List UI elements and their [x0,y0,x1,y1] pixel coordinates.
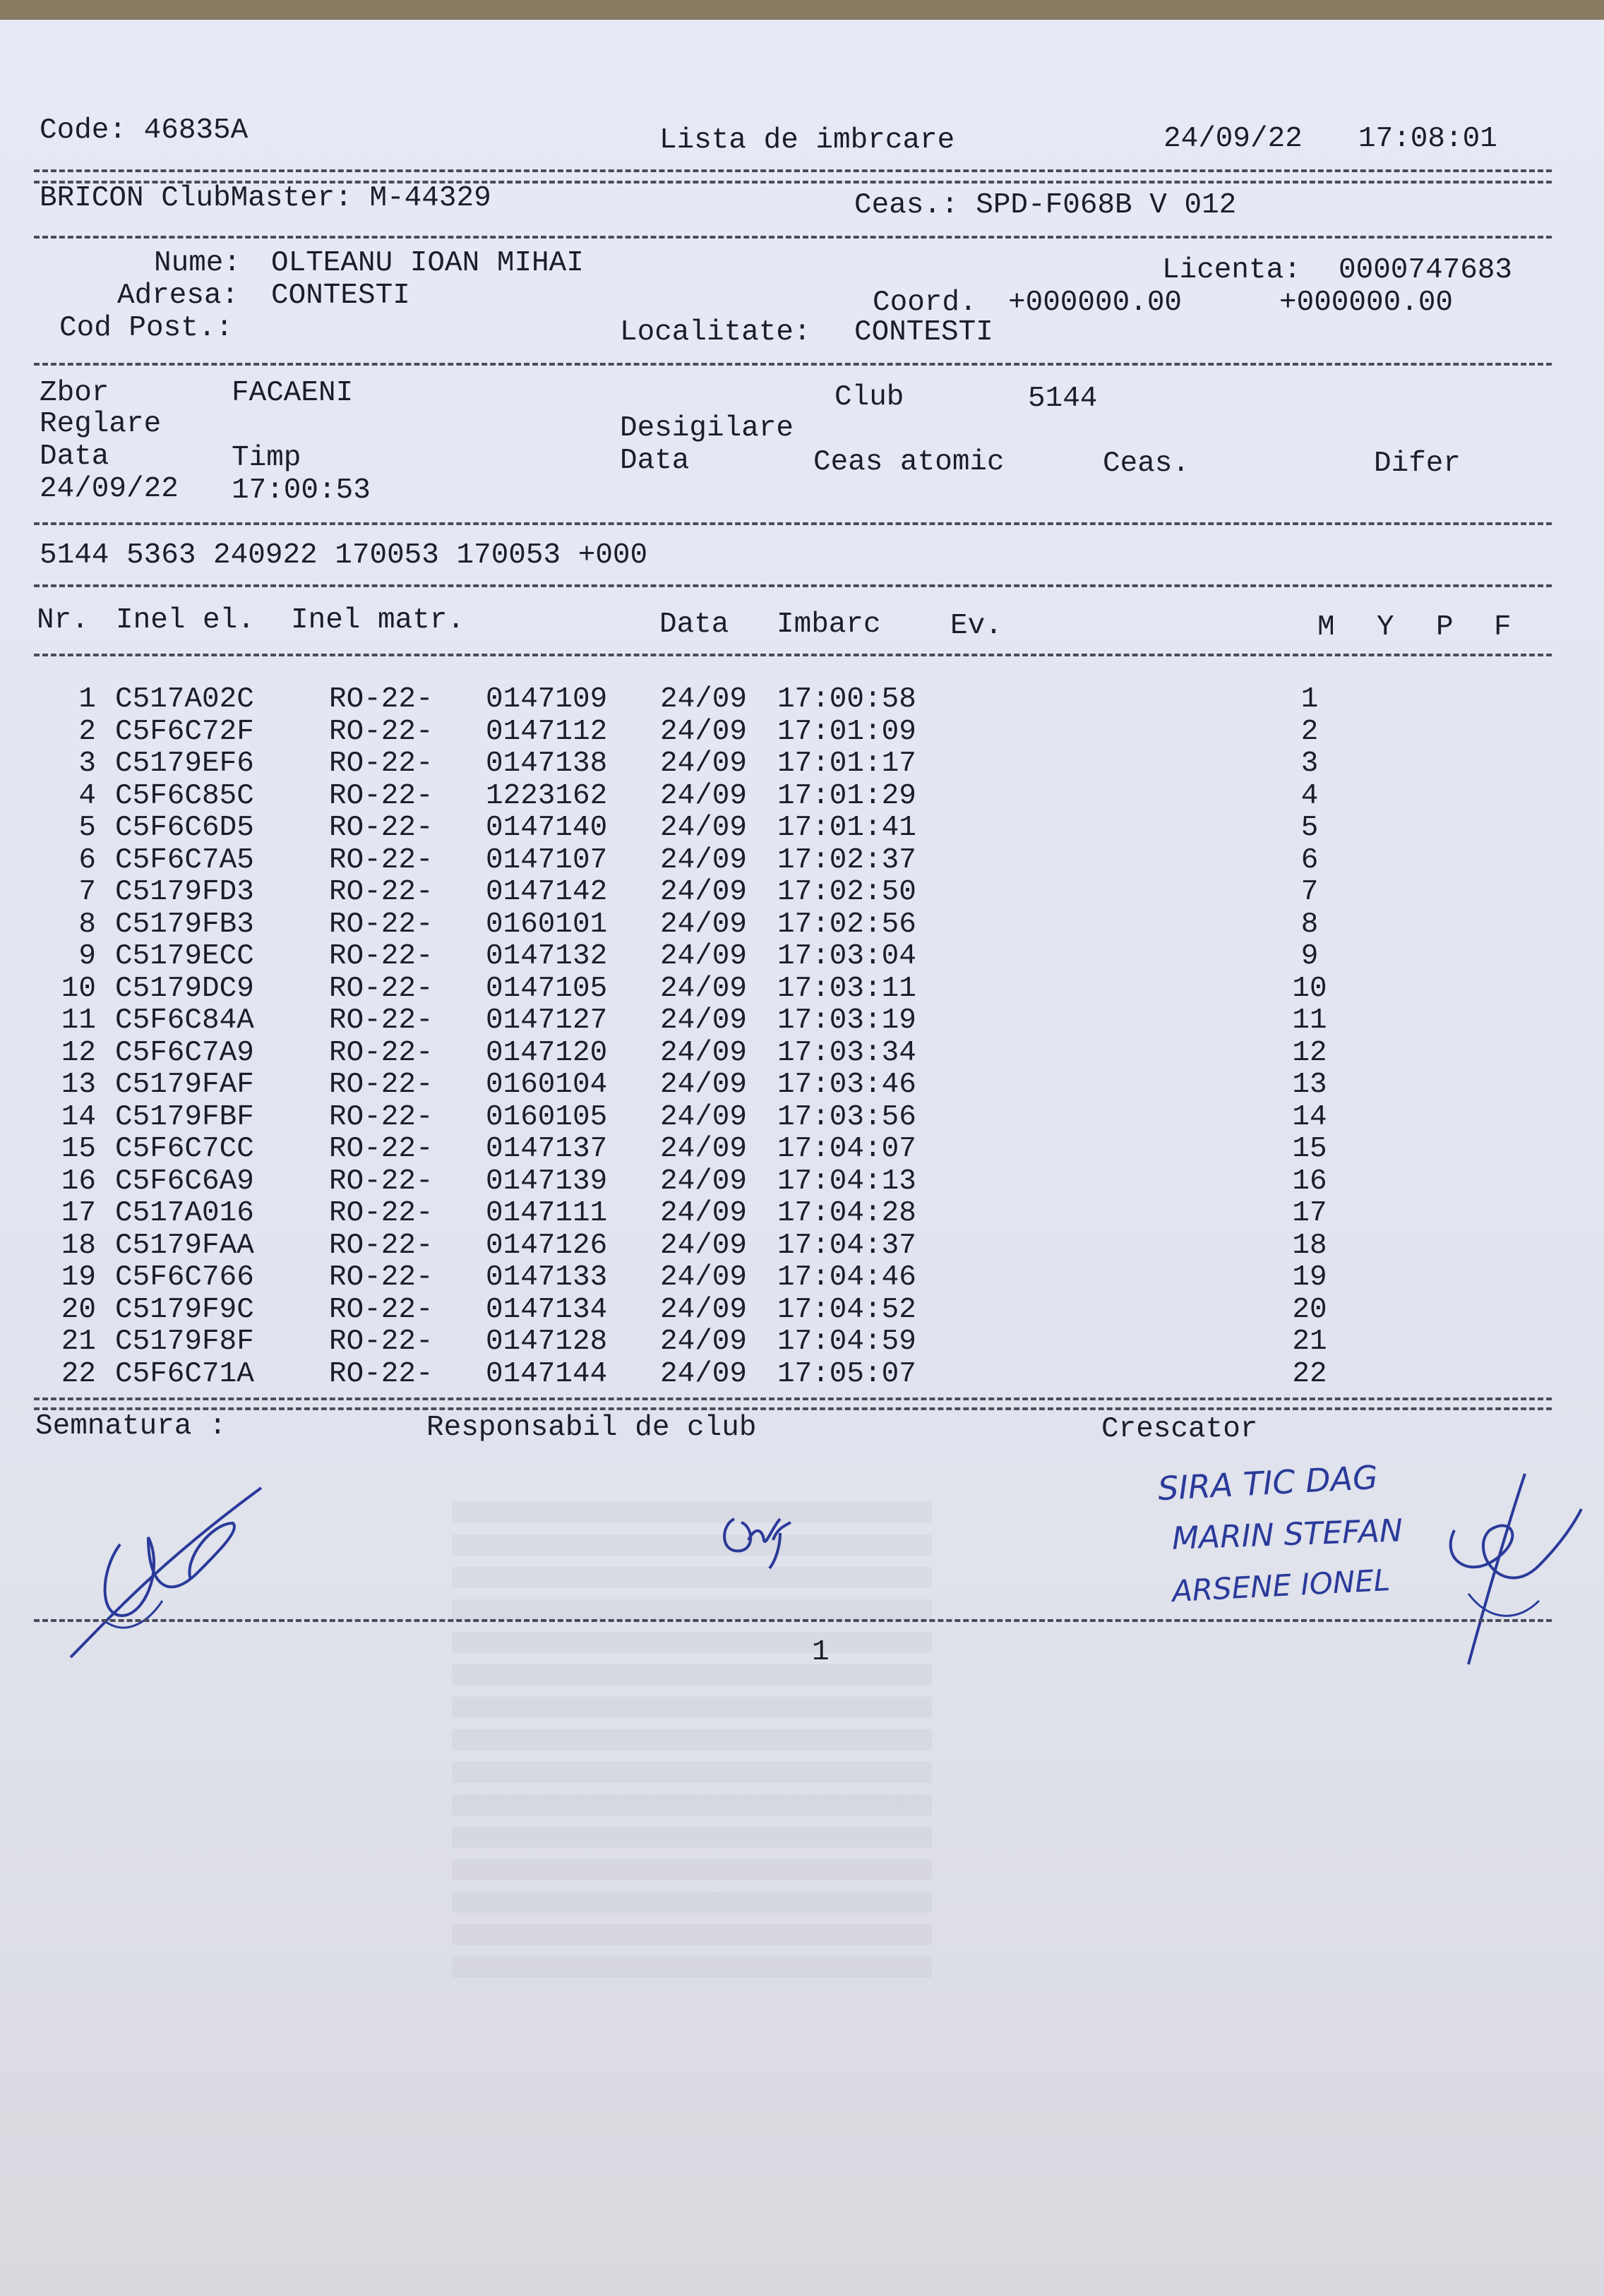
row-inel-el: C5179EF6 [115,747,254,780]
row-inel-matr: 0160101 [486,908,608,941]
col-imbarc: Imbarc [777,608,881,641]
row-m: 3 [1300,747,1319,780]
owner-address: CONTESTI [271,280,410,312]
row-inel-matr: 0147105 [486,972,608,1005]
row-arrival-time: 17:00:58 [777,683,916,716]
printed-sheet [0,20,1604,2296]
table-row [0,1326,1604,1358]
row-nr: 1 [78,683,96,716]
row-nr: 2 [78,715,96,748]
table-row [0,844,1604,877]
row-m: 19 [1292,1261,1327,1294]
row-inel-el: C5179FD3 [115,876,254,908]
adresa-label: Adresa: [117,280,239,312]
clubmaster-line: BRICON ClubMaster: M-44329 [40,182,491,215]
table-row [0,1230,1604,1262]
row-inel-matr: 0147134 [486,1293,608,1326]
show-through-texture [452,1502,932,1982]
row-date: 24/09 [660,1326,748,1358]
row-inel-el: C5179DC9 [115,972,254,1005]
row-nr: 13 [61,1069,96,1101]
row-inel-el: C5179FB3 [115,908,254,941]
table-row [0,1101,1604,1134]
row-inel-matr: 0147132 [486,940,608,973]
cod-post-label: Cod Post.: [59,312,234,344]
row-date: 24/09 [660,1100,748,1134]
document-title: Lista de imbrcare [659,124,955,157]
row-m: 10 [1292,972,1327,1005]
semnatura-label: Semnatura : [35,1410,227,1443]
divider [34,363,1552,366]
row-nr: 11 [61,1004,96,1037]
row-m: 13 [1292,1069,1327,1101]
table-row [0,1358,1604,1390]
row-ring-prefix: RO-22- [329,747,433,780]
row-date: 24/09 [660,972,748,1005]
row-arrival-time: 17:01:41 [777,812,916,844]
table-row [0,1165,1604,1198]
table-row [0,1261,1604,1294]
handwritten-name-2: MARIN STEFAN [1171,1513,1404,1557]
row-ring-prefix: RO-22- [329,1293,433,1326]
row-ring-prefix: RO-22- [329,1197,433,1230]
row-inel-el: C5F6C7CC [115,1133,254,1165]
row-date: 24/09 [660,940,748,973]
divider [34,236,1552,239]
row-m: 12 [1292,1036,1327,1069]
row-ring-prefix: RO-22- [329,876,433,908]
row-nr: 8 [78,908,96,941]
difer-label: Difer [1374,447,1461,480]
row-nr: 12 [61,1036,96,1069]
row-arrival-time: 17:01:29 [777,779,916,812]
ceas-label: Ceas. [1103,447,1190,480]
row-arrival-time: 17:04:13 [777,1165,916,1198]
row-arrival-time: 17:03:34 [777,1036,916,1069]
row-inel-el: C5179FAA [115,1229,254,1262]
row-arrival-time: 17:03:46 [777,1069,916,1101]
row-arrival-time: 17:04:52 [777,1293,916,1326]
row-m: 7 [1300,876,1319,908]
row-arrival-time: 17:04:59 [777,1326,916,1358]
localitate-label: Localitate: [620,316,811,349]
col-f: F [1494,611,1512,644]
table-row [0,780,1604,812]
col-m: M [1317,611,1335,644]
row-ring-prefix: RO-22- [329,1165,433,1198]
row-date: 24/09 [660,779,748,812]
row-inel-el: C5179FAF [115,1069,254,1101]
row-nr: 21 [61,1326,96,1358]
row-m: 8 [1300,908,1319,941]
data-label: Data [40,440,109,473]
divider [34,522,1552,525]
row-date: 24/09 [660,843,748,877]
row-inel-matr: 0147138 [486,747,608,780]
row-m: 11 [1292,1004,1327,1037]
table-row [0,1037,1604,1069]
handwritten-name-3: ARSENE IONEL [1171,1562,1391,1609]
row-inel-matr: 1223162 [486,779,608,812]
owner-name: OLTEANU IOAN MIHAI [271,247,584,280]
reglare-date: 24/09/22 [40,473,179,505]
row-ring-prefix: RO-22- [329,812,433,844]
row-ring-prefix: RO-22- [329,1133,433,1165]
row-inel-el: C5179F8F [115,1326,254,1358]
row-nr: 18 [61,1229,96,1262]
row-date: 24/09 [660,715,748,748]
row-date: 24/09 [660,1357,748,1390]
clock-line: Ceas.: SPD-F068B V 012 [854,189,1237,222]
row-inel-matr: 0147112 [486,715,608,748]
table-row [0,716,1604,748]
row-inel-matr: 0160105 [486,1100,608,1134]
row-inel-matr: 0147142 [486,876,608,908]
row-inel-el: C5F6C71A [115,1357,254,1390]
divider [34,1398,1552,1400]
row-nr: 19 [61,1261,96,1294]
row-inel-matr: 0147109 [486,683,608,716]
row-date: 24/09 [660,1197,748,1230]
table-row [0,1197,1604,1230]
table-row [0,1133,1604,1165]
table-row [0,973,1604,1005]
row-date: 24/09 [660,1004,748,1037]
timp-label: Timp [232,442,301,474]
code-sequence: 5144 5363 240922 170053 170053 +000 [40,539,648,572]
row-inel-matr: 0147133 [486,1261,608,1294]
signature-1 [56,1460,282,1671]
row-ring-prefix: RO-22- [329,715,433,748]
col-data: Data [659,608,729,641]
nume-label: Nume: [154,247,241,280]
table-row [0,1004,1604,1037]
row-inel-el: C5F6C84A [115,1004,254,1037]
print-time: 17:08:01 [1358,123,1497,155]
row-nr: 17 [61,1197,96,1230]
row-m: 22 [1292,1357,1327,1390]
row-inel-el: C517A016 [115,1197,254,1230]
row-ring-prefix: RO-22- [329,779,433,812]
row-arrival-time: 17:04:07 [777,1133,916,1165]
coord-label: Coord. [873,287,977,319]
row-arrival-time: 17:05:07 [777,1357,916,1390]
row-arrival-time: 17:01:09 [777,715,916,748]
row-inel-el: C5F6C766 [115,1261,254,1294]
row-nr: 20 [61,1293,96,1326]
row-inel-el: C5F6C6A9 [115,1165,254,1198]
row-nr: 4 [78,779,96,812]
row-ring-prefix: RO-22- [329,1326,433,1358]
row-inel-matr: 0160104 [486,1069,608,1101]
club-value: 5144 [1028,383,1098,415]
row-nr: 14 [61,1100,96,1134]
zbor-value: FACAENI [232,377,354,409]
zbor-label: Zbor [40,377,109,409]
row-date: 24/09 [660,1133,748,1165]
row-inel-el: C5F6C6D5 [115,812,254,844]
row-arrival-time: 17:01:17 [777,747,916,780]
row-inel-matr: 0147107 [486,843,608,877]
col-inel-matr: Inel matr. [291,604,465,637]
row-arrival-time: 17:03:19 [777,1004,916,1037]
row-date: 24/09 [660,683,748,716]
row-inel-matr: 0147111 [486,1197,608,1230]
row-ring-prefix: RO-22- [329,1036,433,1069]
col-inel-el: Inel el. [116,604,255,637]
table-row [0,940,1604,973]
col-nr: Nr. [37,604,89,637]
table-row [0,1069,1604,1101]
row-nr: 10 [61,972,96,1005]
row-inel-el: C5F6C72F [115,715,254,748]
row-m: 20 [1292,1293,1327,1326]
row-inel-matr: 0147120 [486,1036,608,1069]
row-m: 18 [1292,1229,1327,1262]
row-arrival-time: 17:02:56 [777,908,916,941]
row-m: 16 [1292,1165,1327,1198]
row-inel-el: C5F6C7A5 [115,843,254,877]
row-m: 21 [1292,1326,1327,1358]
col-y: Y [1377,611,1394,644]
row-nr: 15 [61,1133,96,1165]
row-inel-matr: 0147127 [486,1004,608,1037]
row-inel-matr: 0147144 [486,1357,608,1390]
licenta-number: 0000747683 [1339,254,1513,287]
row-inel-el: C5179FBF [115,1100,254,1134]
row-ring-prefix: RO-22- [329,1100,433,1134]
table-row [0,812,1604,844]
row-m: 6 [1300,843,1319,877]
row-date: 24/09 [660,908,748,941]
desigilare-data-label: Data [620,445,690,477]
row-date: 24/09 [660,812,748,844]
row-inel-matr: 0147139 [486,1165,608,1198]
row-ring-prefix: RO-22- [329,940,433,973]
row-arrival-time: 17:04:37 [777,1229,916,1262]
table-row [0,1294,1604,1326]
responsabil-label: Responsabil de club [426,1412,757,1444]
row-date: 24/09 [660,1036,748,1069]
coord-value-2: +000000.00 [1279,287,1454,319]
club-label: Club [834,381,904,414]
col-p: P [1436,611,1454,644]
row-arrival-time: 17:02:37 [777,843,916,877]
row-inel-el: C5179ECC [115,940,254,973]
row-ring-prefix: RO-22- [329,1229,433,1262]
row-inel-el: C5F6C7A9 [115,1036,254,1069]
row-inel-matr: 0147126 [486,1229,608,1262]
row-m: 15 [1292,1133,1327,1165]
row-nr: 5 [78,812,96,844]
desigilare-label: Desigilare [620,412,794,445]
table-row [0,747,1604,780]
row-arrival-time: 17:04:46 [777,1261,916,1294]
row-ring-prefix: RO-22- [329,683,433,716]
row-inel-el: C5179F9C [115,1293,254,1326]
divider [34,1407,1552,1410]
row-inel-matr: 0147140 [486,812,608,844]
licenta-label: Licenta: [1162,254,1301,287]
divider [34,584,1552,587]
row-nr: 16 [61,1165,96,1198]
row-date: 24/09 [660,1229,748,1262]
row-inel-el: C5F6C85C [115,779,254,812]
table-row [0,876,1604,908]
code-label: Code: 46835A [40,114,249,147]
table-row [0,908,1604,941]
row-date: 24/09 [660,1261,748,1294]
row-ring-prefix: RO-22- [329,1261,433,1294]
row-ring-prefix: RO-22- [329,972,433,1005]
col-ev: Ev. [950,610,1002,642]
row-ring-prefix: RO-22- [329,1004,433,1037]
table-row [0,683,1604,716]
row-date: 24/09 [660,1165,748,1198]
row-nr: 9 [78,940,96,973]
row-inel-el: C517A02C [115,683,254,716]
row-nr: 7 [78,876,96,908]
row-nr: 3 [78,747,96,780]
reglare-label: Reglare [40,408,162,440]
row-arrival-time: 17:04:28 [777,1197,916,1230]
row-date: 24/09 [660,747,748,780]
row-nr: 22 [61,1357,96,1390]
row-m: 2 [1300,715,1319,748]
ceas-atomic-label: Ceas atomic [813,446,1005,479]
row-m: 14 [1292,1100,1327,1134]
row-m: 9 [1300,940,1319,973]
reglare-time: 17:00:53 [232,474,371,507]
row-ring-prefix: RO-22- [329,1069,433,1101]
row-arrival-time: 17:03:56 [777,1100,916,1134]
row-arrival-time: 17:02:50 [777,876,916,908]
row-ring-prefix: RO-22- [329,843,433,877]
row-date: 24/09 [660,1069,748,1101]
row-m: 5 [1300,812,1319,844]
crescator-label: Crescator [1101,1413,1258,1445]
row-inel-matr: 0147137 [486,1133,608,1165]
signature-3 [1426,1460,1596,1671]
divider [34,169,1552,172]
print-date: 24/09/22 [1163,123,1303,155]
localitate-value: CONTESTI [854,316,993,349]
coord-value-1: +000000.00 [1008,287,1183,319]
row-m: 4 [1300,779,1319,812]
row-date: 24/09 [660,1293,748,1326]
row-arrival-time: 17:03:04 [777,940,916,973]
divider [34,654,1552,656]
row-arrival-time: 17:03:11 [777,972,916,1005]
row-nr: 6 [78,843,96,877]
row-m: 17 [1292,1197,1327,1230]
handwritten-name-1: SIRA TIC DAG [1156,1457,1379,1508]
row-inel-matr: 0147128 [486,1326,608,1358]
row-ring-prefix: RO-22- [329,1357,433,1390]
row-m: 1 [1300,683,1319,716]
page-number: 1 [812,1636,830,1669]
row-date: 24/09 [660,876,748,908]
row-ring-prefix: RO-22- [329,908,433,941]
